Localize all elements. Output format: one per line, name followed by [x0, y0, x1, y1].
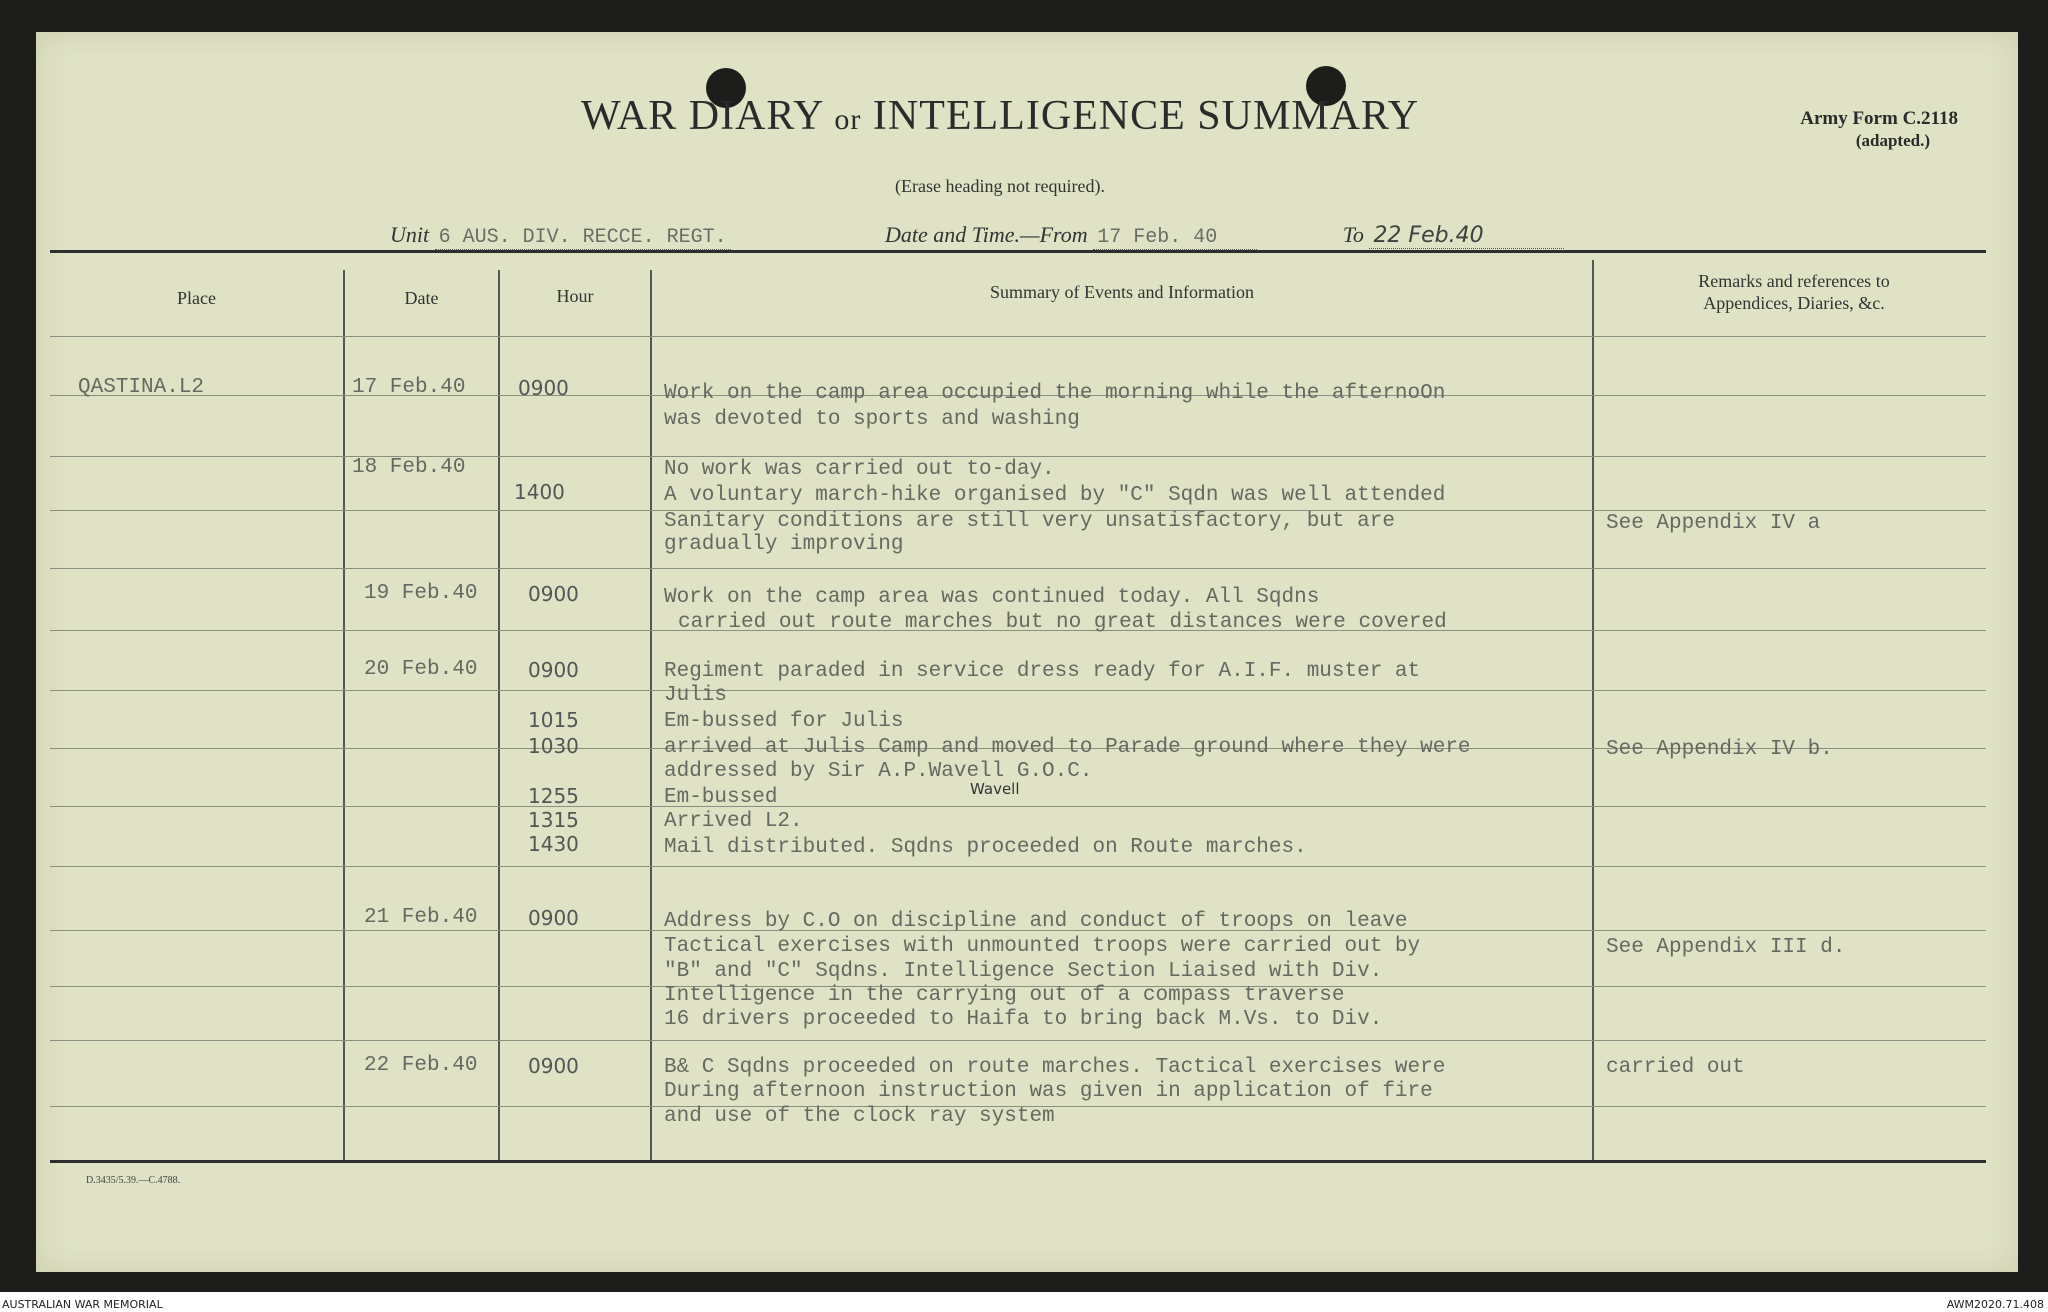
- table-bottom-rule: [50, 1160, 1986, 1163]
- table-top-rule: [50, 250, 1986, 253]
- entry-hour: 0900: [528, 658, 579, 682]
- summary-line: Arrived L2.: [664, 810, 803, 833]
- column-header-date: Date: [404, 288, 439, 308]
- handwritten-correction: Wavell: [970, 780, 1020, 798]
- unit-value: 6 AUS. DIV. RECCE. REGT.: [435, 226, 731, 250]
- title-war-diary: WAR DIARY: [580, 93, 823, 139]
- entry-hour: 1400: [514, 480, 565, 504]
- summary-line: During afternoon instruction was given in application of fire: [664, 1080, 1433, 1103]
- header-rule: [50, 336, 1986, 337]
- ruled-line: [50, 866, 1986, 867]
- entry-hour: 1030: [528, 734, 579, 758]
- entry-hour: 0900: [518, 376, 569, 400]
- summary-line: was devoted to sports and washing: [664, 408, 1080, 431]
- unit-line: [390, 222, 731, 249]
- ruled-line: [50, 456, 1986, 457]
- summary-line: Work on the camp area occupied the morning while the afternoOn: [664, 382, 1446, 405]
- column-header-remarks: [1594, 270, 1994, 314]
- title-or: or: [834, 103, 862, 136]
- summary-line: and use of the clock ray system: [664, 1105, 1055, 1128]
- summary-line: carried out route marches but no great distances were covered: [678, 611, 1447, 634]
- column-header-summary: Summary of Events and Information: [990, 282, 1254, 302]
- entry-hour: 0900: [528, 1054, 579, 1078]
- column-divider: [343, 270, 345, 1160]
- column-header-place: Place: [177, 288, 216, 308]
- title-intelligence-summary: INTELLIGENCE SUMMARY: [872, 93, 1420, 139]
- summary-line: B& C Sqdns proceeded on route marches. Tactical exercises were: [664, 1056, 1446, 1079]
- date-time-label: Date and Time.—From: [885, 222, 1088, 247]
- entry-date: 19 Feb.40: [364, 582, 478, 605]
- summary-line: Regiment paraded in service dress ready for A.I.F. muster at: [664, 660, 1421, 683]
- archive-credit: AUSTRALIAN WAR MEMORIAL: [2, 1298, 163, 1311]
- remarks-header-line1: Remarks and references to: [1698, 271, 1890, 291]
- entry-date: 20 Feb.40: [364, 658, 478, 681]
- entry-hour: 0900: [528, 582, 579, 606]
- summary-line: gradually improving: [664, 533, 904, 556]
- to-label: To: [1342, 222, 1364, 247]
- summary-line: "B" and "C" Sqdns. Intelligence Section Liaised with Div.: [664, 960, 1383, 983]
- remark-appendix: See Appendix IV a: [1606, 512, 1821, 535]
- ruled-line: [50, 568, 1986, 569]
- summary-line: Address by C.O on discipline and conduct of troops on leave: [664, 910, 1408, 933]
- to-date-value: 22 Feb.40: [1369, 223, 1563, 249]
- entry-hour: 1315: [528, 808, 579, 832]
- summary-line: Julis: [664, 684, 728, 707]
- army-form-label: [1718, 108, 1958, 152]
- column-divider: [650, 270, 652, 1160]
- summary-line: Mail distributed. Sqdns proceeded on Route marches.: [664, 836, 1307, 859]
- army-form-number: Army Form C.2118: [1800, 108, 1958, 129]
- summary-line: Tactical exercises with unmounted troops were carried out by: [664, 935, 1421, 958]
- entry-date: 22 Feb.40: [364, 1054, 478, 1077]
- remark-appendix: See Appendix III d.: [1606, 936, 1846, 959]
- print-code: D.3435/5.39.—C.4788.: [86, 1175, 181, 1186]
- entry-hour: 0900: [528, 906, 579, 930]
- entry-hour: 1430: [528, 832, 579, 856]
- from-date-value: 17 Feb. 40: [1093, 226, 1257, 250]
- entry-hour: 1015: [528, 708, 579, 732]
- column-divider: [498, 270, 500, 1160]
- entry-hour: 1255: [528, 784, 579, 808]
- place-value: QASTINA.L2: [78, 376, 205, 399]
- summary-line: Sanitary conditions are still very unsatisfactory, but are: [664, 510, 1395, 533]
- ruled-line: [50, 690, 1986, 691]
- unit-label: Unit: [390, 222, 430, 247]
- entry-date: 21 Feb.40: [364, 906, 478, 929]
- entry-date: 17 Feb.40: [352, 376, 466, 399]
- summary-line: addressed by Sir A.P.Wavell G.O.C.: [664, 760, 1093, 783]
- summary-line: Intelligence in the carrying out of a compass traverse: [664, 984, 1345, 1007]
- summary-line: 16 drivers proceeded to Haifa to bring back M.Vs. to Div.: [664, 1008, 1383, 1031]
- remark-text: carried out: [1606, 1056, 1745, 1079]
- summary-line: Work on the camp area was continued today. All Sqdns: [664, 586, 1320, 609]
- remark-appendix: See Appendix IV b.: [1606, 738, 1833, 761]
- summary-line: A voluntary march-hike organised by "C" Sqdn was well attended: [664, 484, 1446, 507]
- remarks-header-line2: Appendices, Diaries, &c.: [1703, 293, 1885, 313]
- summary-line: Em-bussed: [664, 786, 778, 809]
- page-title: [560, 92, 1440, 140]
- date-time-line: [885, 222, 1564, 249]
- army-form-adapted: (adapted.): [1855, 131, 1930, 150]
- column-header-hour: Hour: [556, 286, 594, 306]
- summary-line: arrived at Julis Camp and moved to Parade ground where they were: [664, 736, 1471, 759]
- subtitle: (Erase heading not required).: [895, 176, 1105, 196]
- ruled-line: [50, 1040, 1986, 1041]
- summary-line: Em-bussed for Julis: [664, 710, 904, 733]
- entry-date: 18 Feb.40: [352, 456, 466, 479]
- summary-line: No work was carried out to-day.: [664, 458, 1055, 481]
- ruled-line: [50, 806, 1986, 807]
- archive-reference: AWM2020.71.408: [1946, 1298, 2044, 1311]
